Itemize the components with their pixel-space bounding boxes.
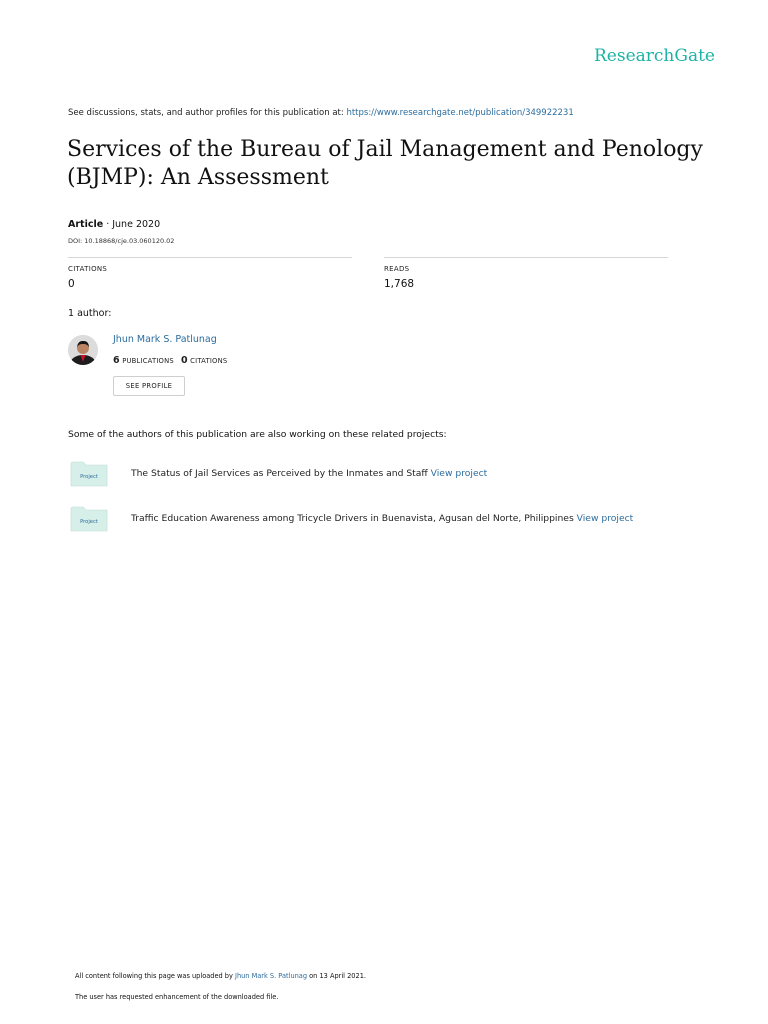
- see-discussions-text: See discussions, stats, and author profiles for this publication at:: [68, 108, 347, 118]
- uploader-link[interactable]: Jhun Mark S. Patlunag: [235, 972, 308, 980]
- divider-citations: [68, 257, 352, 258]
- publication-date: · June 2020: [103, 219, 161, 230]
- title-line-2: (BJMP): An Assessment: [67, 165, 329, 190]
- citations-value: 0: [68, 278, 75, 290]
- see-discussions-line: [68, 108, 574, 118]
- related-projects-heading: Some of the authors of this publication are also working on these related projects:: [68, 429, 447, 440]
- authors-heading: 1 author:: [68, 308, 112, 319]
- avatar-person-icon: [68, 335, 98, 365]
- author-citations-label: CITATIONS: [190, 357, 228, 365]
- author-publications-count: 6: [113, 355, 120, 366]
- related-project-item: [131, 468, 487, 479]
- publication-meta: [68, 219, 160, 230]
- project-title: The Status of Jail Services as Perceived by the Inmates and Staff: [131, 468, 431, 479]
- upload-prefix: All content following this page was uploaded by: [75, 972, 235, 980]
- reads-label: READS: [384, 265, 410, 273]
- publication-type: Article: [68, 219, 104, 230]
- view-project-link[interactable]: View project: [576, 513, 634, 524]
- author-citations-count: 0: [180, 355, 188, 366]
- enhancement-note: The user has requested enhancement of the downloaded file.: [75, 993, 279, 1001]
- view-project-link[interactable]: View project: [430, 468, 488, 479]
- author-stats: [113, 355, 227, 366]
- divider-reads: [384, 257, 668, 258]
- citations-label: CITATIONS: [68, 265, 108, 273]
- project-icon-label: Project: [80, 519, 98, 525]
- project-icon-label: Project: [80, 474, 98, 480]
- reads-value: 1,768: [384, 278, 415, 290]
- see-profile-button[interactable]: SEE PROFILE: [113, 376, 185, 396]
- upload-note: [75, 972, 366, 980]
- upload-suffix: on 13 April 2021.: [307, 972, 366, 980]
- related-project-item: [131, 513, 633, 524]
- publication-title: [67, 136, 727, 192]
- author-publications-label: PUBLICATIONS: [122, 357, 174, 365]
- researchgate-logo: ResearchGate: [594, 46, 715, 66]
- project-title: Traffic Education Awareness among Tricycle Drivers in Buenavista, Agusan del Norte, Philippines: [131, 513, 577, 524]
- project-folder-icon: [70, 461, 108, 487]
- title-line-1: Services of the Bureau of Jail Management and Penology: [67, 137, 703, 162]
- publication-url-link[interactable]: https://www.researchgate.net/publication/349922231: [346, 108, 574, 118]
- publication-doi: DOI: 10.18868/cje.03.060120.02: [68, 237, 175, 245]
- author-name-link[interactable]: Jhun Mark S. Patlunag: [113, 334, 217, 345]
- project-folder-icon: [70, 506, 108, 532]
- author-avatar[interactable]: [68, 335, 98, 365]
